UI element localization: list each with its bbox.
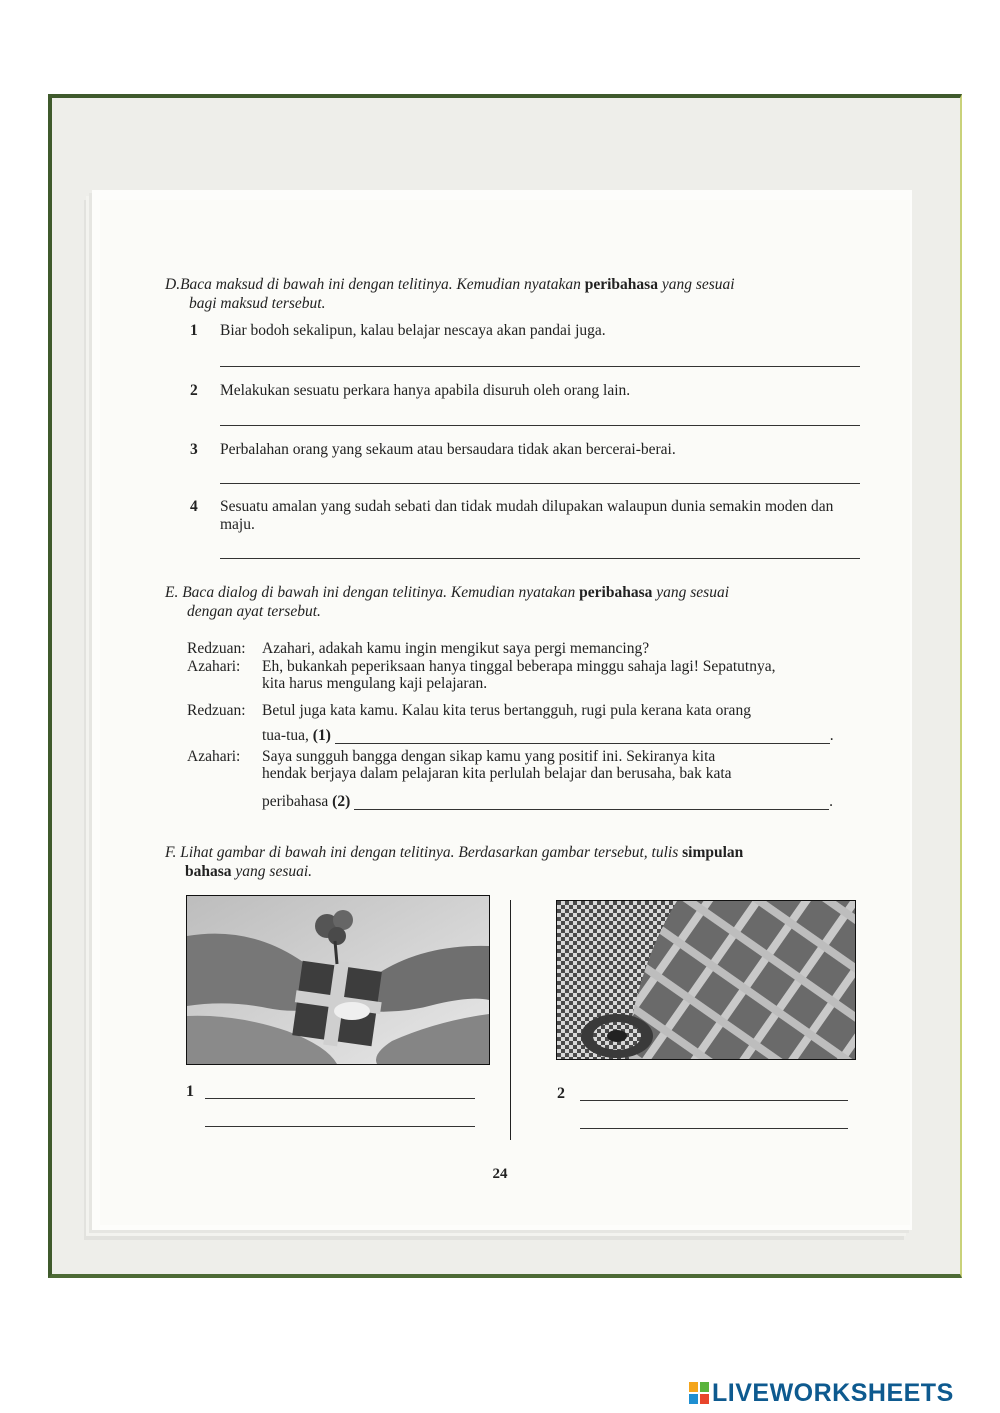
speaker-name: Redzuan: xyxy=(187,702,246,719)
gift-giving-hands-icon xyxy=(187,896,489,1064)
page-number: 24 xyxy=(492,1166,508,1182)
answer-line-d2[interactable] xyxy=(220,425,860,426)
woven-mat-icon xyxy=(557,901,855,1059)
blank-label-2: (2) xyxy=(332,793,351,810)
keyword-peribahasa: peribahasa xyxy=(584,276,658,293)
answer-line-f1a[interactable] xyxy=(205,1098,475,1099)
woven-mat-photo xyxy=(556,900,856,1060)
answer-line-d4[interactable] xyxy=(220,558,860,559)
picture-number-1: 1 xyxy=(186,1083,194,1100)
section-f-letter: F. xyxy=(165,844,177,861)
speaker-name: Redzuan: xyxy=(187,640,246,657)
picture-divider xyxy=(510,900,511,1140)
liveworksheets-logo-icon xyxy=(688,1380,710,1406)
blank-label-1: (1) xyxy=(312,727,331,744)
section-f-instruction: F. Lihat gambar di bawah ini dengan telitinya. Berdasarkan gambar tersebut, tulis simpulan bahasa yang sesuai. xyxy=(165,844,744,880)
speaker-name: Azahari: xyxy=(187,748,241,765)
dialog-line-1: Redzuan: Azahari, adakah kamu ingin mengikut saya pergi memancing? xyxy=(187,640,650,657)
answer-line-d3[interactable] xyxy=(220,483,860,484)
answer-blank-e2[interactable] xyxy=(354,795,829,810)
answer-blank-e1[interactable] xyxy=(335,729,830,744)
section-d-instruction: D.Baca maksud di bawah ini dengan telitinya. Kemudian nyatakan peribahasa yang sesuai bagi maksud tersebut. xyxy=(165,276,735,312)
answer-line-d1[interactable] xyxy=(220,366,860,367)
brand-name: LIVEWORKSHEETS xyxy=(712,1378,954,1407)
dialog-line-4: Azahari: Saya sungguh bangga dengan sikap kamu yang positif ini. Sekiranya kita hendak berjaya dalam pelajaran kita perlulah belajar dan berusaha, bak kata peribahasa (2) . xyxy=(187,748,833,810)
section-d-letter: D. xyxy=(165,276,181,293)
answer-line-f2b[interactable] xyxy=(580,1128,848,1129)
picture-number-2: 2 xyxy=(557,1085,565,1102)
answer-line-f1b[interactable] xyxy=(205,1126,475,1127)
section-e-letter: E. xyxy=(165,584,179,601)
dialog-line-2: Azahari: Eh, bukankah peperiksaan hanya tinggal beberapa minggu sahaja lagi! Sepatutnya, kita harus mengulang kaji pelajaran. xyxy=(187,658,776,692)
liveworksheets-watermark xyxy=(688,1378,954,1408)
gift-giving-hands-photo xyxy=(186,895,490,1065)
speaker-name: Azahari: xyxy=(187,658,241,675)
dialog-line-3: Redzuan: Betul juga kata kamu. Kalau kita terus bertangguh, rugi pula kerana kata orang tua-tua, (1) . xyxy=(187,702,834,744)
answer-line-f2a[interactable] xyxy=(580,1100,848,1101)
section-e-instruction: E. Baca dialog di bawah ini dengan telitinya. Kemudian nyatakan peribahasa yang sesuai dengan ayat tersebut. xyxy=(165,584,730,620)
